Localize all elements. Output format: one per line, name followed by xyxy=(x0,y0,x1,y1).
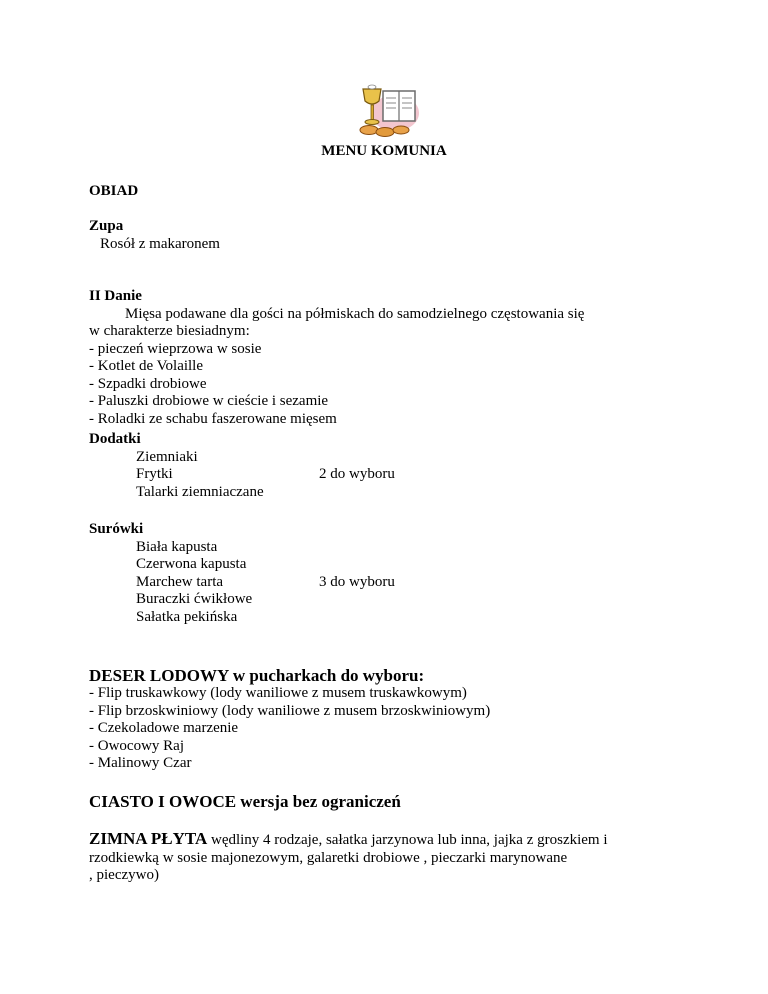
list-item: - Czekoladowe marzenie xyxy=(89,720,239,736)
drugie-intro-line: w charakterze biesiadnym: xyxy=(89,323,250,339)
zimna-line: wędliny 4 rodzaje, sałatka jarzynowa lub inna, jajka z groszkiem i xyxy=(207,832,608,848)
list-item: Sałatka pekińska xyxy=(136,608,238,625)
drugie-intro-line: Mięsa podawane dla gości na półmiskach do samodzielnego częstowania się xyxy=(125,305,585,322)
drugie-heading: II Danie xyxy=(89,288,142,304)
zimna-line: rzodkiewką w sosie majonezowym, galaretki drobiowe , pieczarki marynowane xyxy=(89,849,568,866)
list-item: Marchew tarta xyxy=(136,573,224,590)
section-dodatki xyxy=(89,431,709,501)
list-item: - Szpadki drobiowe xyxy=(89,375,207,392)
list-item: Frytki xyxy=(136,466,173,482)
list-item: - Kotlet de Volaille xyxy=(89,358,204,374)
section-zimna-plyta xyxy=(89,829,709,885)
list-item: - Paluszki drobiowe w cieście i sezamie xyxy=(89,393,329,409)
communion-clipart-icon xyxy=(355,83,419,139)
ciasto-heading: CIASTO I OWOCE wersja bez ograniczeń xyxy=(89,792,401,811)
surowki-heading: Surówki xyxy=(89,521,144,537)
list-item: - Flip truskawkowy (lody waniliowe z musem truskawkowym) xyxy=(89,685,467,701)
zupa-heading: Zupa xyxy=(89,218,124,234)
zimna-line: , pieczywo) xyxy=(89,867,159,883)
list-item: Czerwona kapusta xyxy=(136,556,247,572)
section-obiad-heading: OBIAD xyxy=(89,183,139,199)
list-item: - Flip brzoskwiniowy (lody waniliowe z musem brzoskwiniowym) xyxy=(89,702,491,719)
section-deser xyxy=(89,666,709,773)
list-item: Ziemniaki xyxy=(136,448,198,465)
dodatki-choice-note: 2 do wyboru xyxy=(319,466,395,482)
surowki-choice-note: 3 do wyboru xyxy=(319,573,395,590)
list-item: Buraczki ćwikłowe xyxy=(136,591,253,607)
zimna-heading: ZIMNA PŁYTA xyxy=(89,829,208,848)
zupa-item: Rosół z makaronem xyxy=(100,235,220,252)
list-item: - Malinowy Czar xyxy=(89,755,192,771)
dodatki-heading: Dodatki xyxy=(89,431,141,447)
list-item: Biała kapusta xyxy=(136,538,218,555)
list-item: - Roladki ze schabu faszerowane mięsem xyxy=(89,410,337,427)
section-drugie-danie xyxy=(89,288,709,428)
list-item: - pieczeń wieprzowa w sosie xyxy=(89,340,262,357)
menu-title: MENU KOMUNIA xyxy=(321,143,447,159)
section-zupa xyxy=(89,218,220,253)
section-surowki xyxy=(89,521,709,626)
deser-heading: DESER LODOWY w pucharkach do wyboru: xyxy=(89,666,425,685)
list-item: - Owocowy Raj xyxy=(89,737,184,754)
list-item: Talarki ziemniaczane xyxy=(136,483,264,500)
